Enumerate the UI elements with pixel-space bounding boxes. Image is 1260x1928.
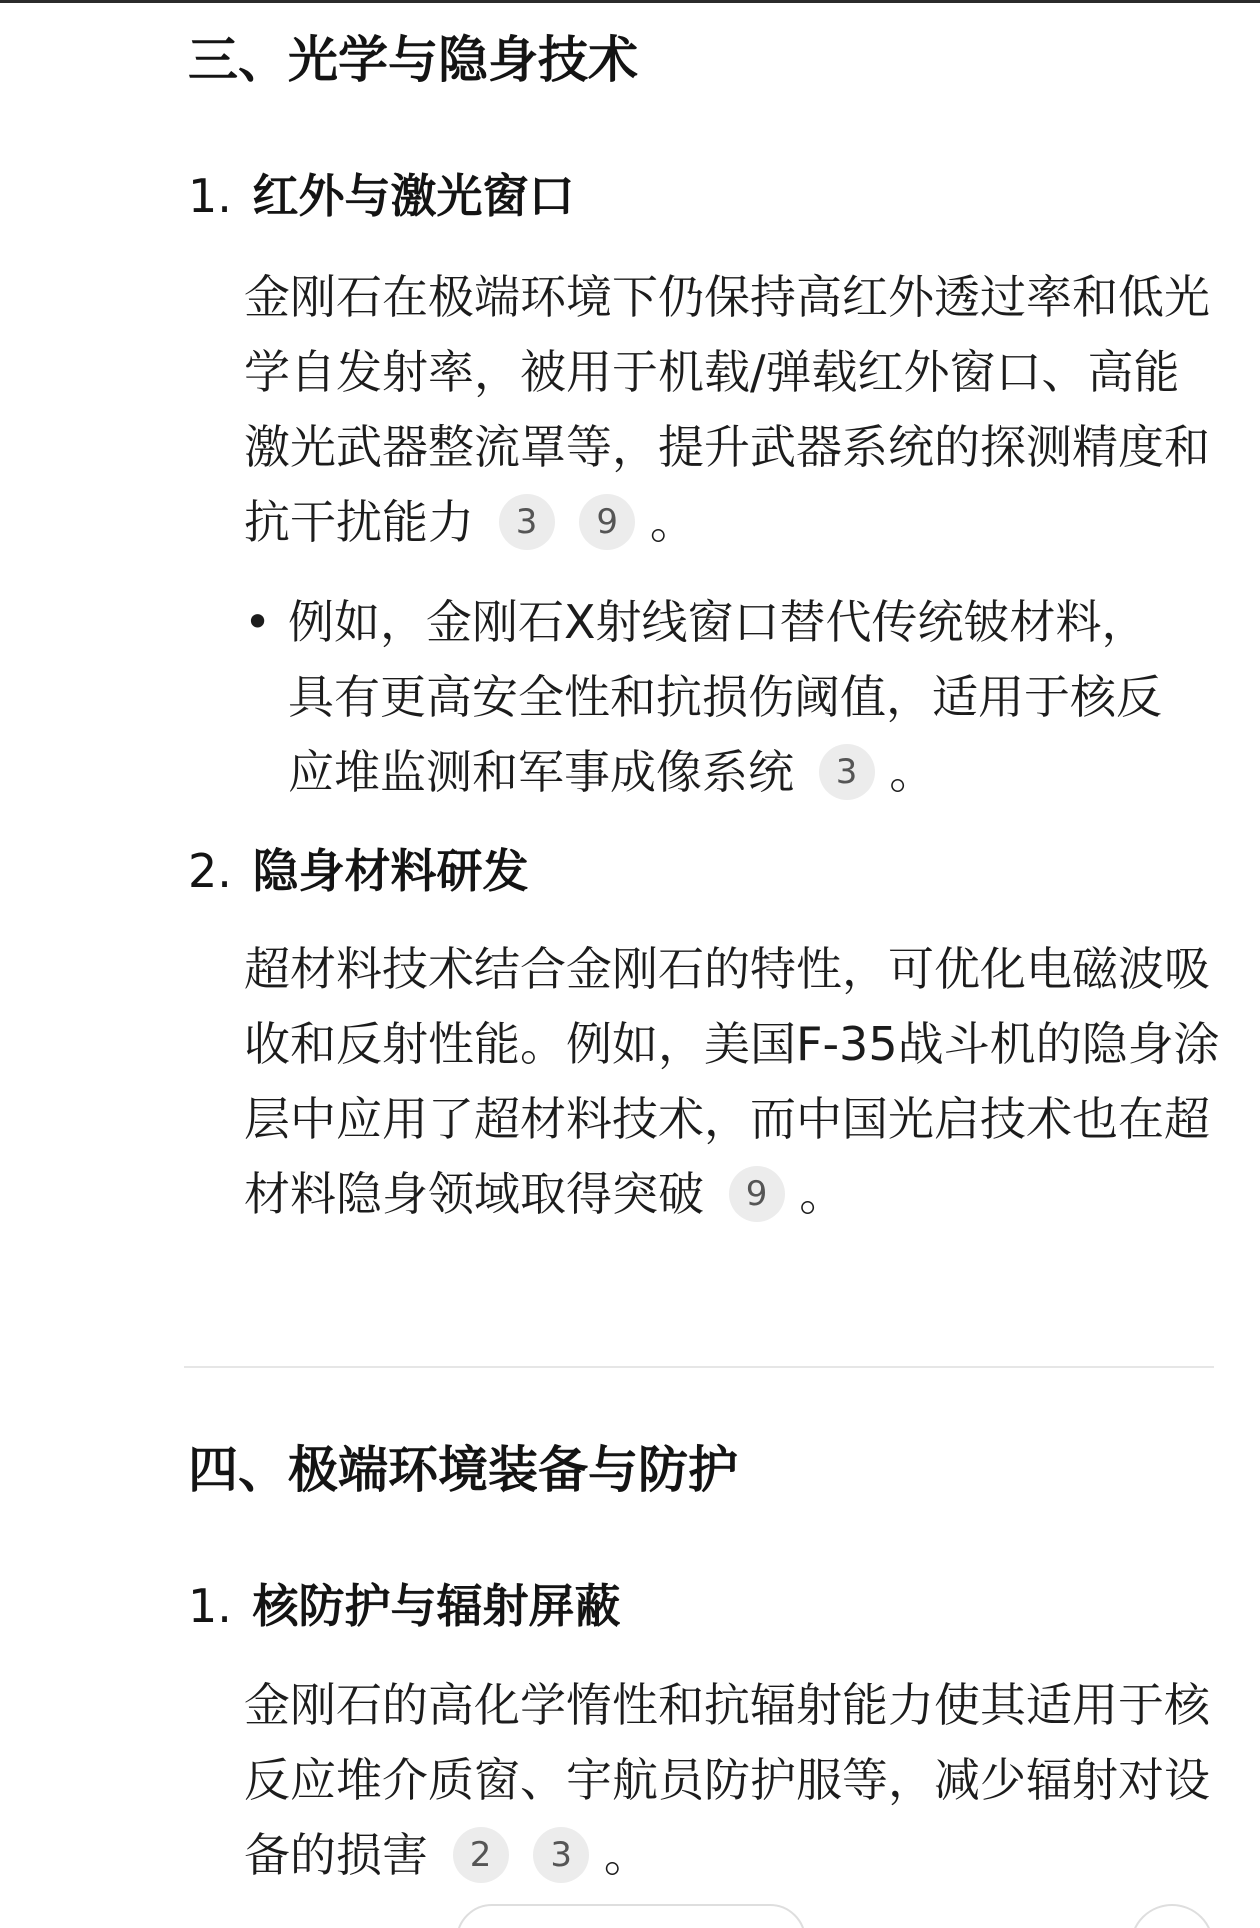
citation-badge-9[interactable]: 9 — [729, 1166, 785, 1222]
list-item-title: 红外与激光窗口 — [252, 169, 575, 223]
citation-badge-3[interactable]: 3 — [819, 744, 875, 800]
paragraph-text: 超材料技术结合金刚石的特性，可优化电磁波吸收和反射性能。例如，美国F-35战斗机的隐身涂层中应用了超材料技术，而中国光启技术也在超材料隐身领域取得突破 — [244, 942, 1220, 1221]
list-item-heading-infrared-laser-window — [188, 168, 575, 224]
top-border — [0, 0, 1260, 3]
citation-badge-3[interactable]: 3 — [533, 1827, 589, 1883]
paragraph-end-punct: 。 — [603, 1828, 650, 1882]
bullet-dot: • — [244, 595, 272, 649]
paragraph-infrared-laser-window — [244, 260, 1222, 560]
list-item-heading-nuclear-protection — [188, 1578, 621, 1634]
bottom-action-pill[interactable] — [456, 1904, 806, 1928]
citation-badge-3[interactable]: 3 — [499, 494, 555, 550]
paragraph-nuclear-protection — [244, 1668, 1222, 1893]
bottom-circle-button[interactable] — [1130, 1904, 1214, 1928]
paragraph-text: 金刚石的高化学惰性和抗辐射能力使其适用于核反应堆介质窗、宇航员防护服等，减少辐射对设备的损害 — [244, 1678, 1210, 1882]
citation-badge-9[interactable]: 9 — [579, 494, 635, 550]
list-number: 2. — [188, 844, 232, 898]
list-item-heading-stealth-materials — [188, 843, 529, 899]
list-item-title: 核防护与辐射屏蔽 — [252, 1579, 621, 1633]
bullet-text-block — [288, 585, 1184, 810]
bullet-text: 例如，金刚石X射线窗口替代传统铍材料，具有更高安全性和抗损伤阈值，适用于核反应堆监测和军事成像系统 — [288, 595, 1162, 799]
list-number: 1. — [188, 1579, 232, 1633]
paragraph-end-punct: 。 — [799, 1167, 846, 1221]
citation-badge-2[interactable]: 2 — [453, 1827, 509, 1883]
paragraph-stealth-materials — [244, 932, 1224, 1232]
paragraph-end-punct: 。 — [649, 495, 696, 549]
bullet-end-punct: 。 — [889, 745, 936, 799]
paragraph-text: 金刚石在极端环境下仍保持高红外透过率和低光学自发射率，被用于机载/弹载红外窗口、高能激光武器整流罩等，提升武器系统的探测精度和抗干扰能力 — [244, 270, 1210, 549]
list-number: 1. — [188, 169, 232, 223]
section-heading-extreme-environment: 四、极端环境装备与防护 — [188, 1441, 738, 1499]
bullet-item-xray-window — [244, 585, 1184, 810]
section-heading-optics-stealth: 三、光学与隐身技术 — [188, 31, 638, 89]
section-divider — [184, 1366, 1214, 1368]
list-item-title: 隐身材料研发 — [252, 844, 529, 898]
